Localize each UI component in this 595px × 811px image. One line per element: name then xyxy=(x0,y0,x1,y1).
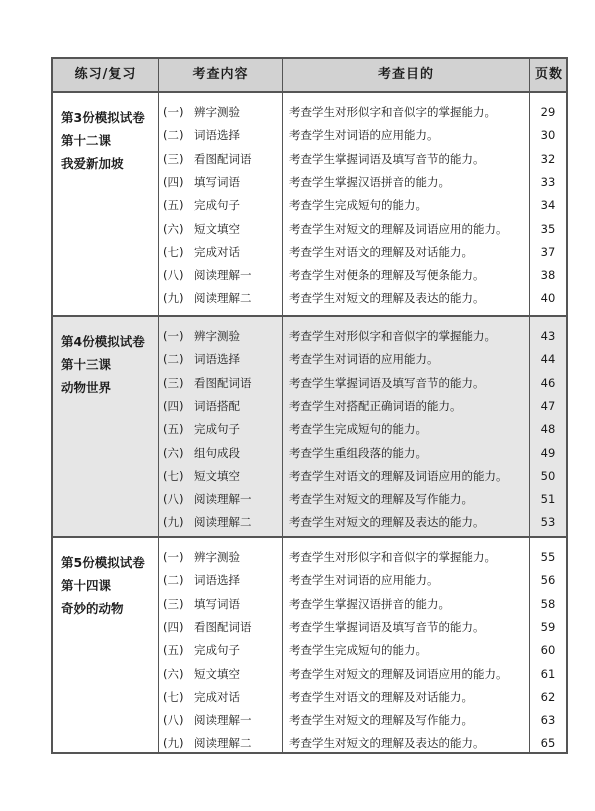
item-name: 阅读理解一 xyxy=(194,268,252,283)
item-page: 46 xyxy=(540,375,556,390)
item-name: 阅读理解二 xyxy=(194,515,252,530)
item-goal: 考查学生对短文的理解及词语应用的能力。 xyxy=(289,221,508,236)
item-goal: 考查学生掌握词语及填写音节的能力。 xyxy=(289,375,485,390)
item-name: 辨字测验 xyxy=(194,550,240,564)
item-name: 完成句子 xyxy=(194,198,240,213)
lesson-title-line: 动物世界 xyxy=(61,380,112,395)
item-name: 词语选择 xyxy=(194,352,240,367)
item-goal: 考查学生对短文的理解及表达的能力。 xyxy=(289,736,485,751)
item-name: 看图配词语 xyxy=(194,151,252,166)
item-goal: 考查学生对短文的理解及表达的能力。 xyxy=(289,515,485,530)
item-number: (六) xyxy=(163,666,184,681)
item-goal: 考查学生对词语的应用能力。 xyxy=(289,128,439,143)
item-goal: 考查学生完成短句的能力。 xyxy=(289,198,427,213)
lesson-title-line: 第5份模拟试卷 xyxy=(61,555,145,570)
item-name: 词语选择 xyxy=(194,573,240,588)
lesson-title-line: 第4份模拟试卷 xyxy=(61,334,145,349)
item-number: (一) xyxy=(163,550,184,564)
contents-table xyxy=(51,57,568,754)
item-goal: 考查学生掌握词语及填写音节的能力。 xyxy=(289,151,485,166)
item-goal: 考查学生对形似字和音似字的掌握能力。 xyxy=(289,105,496,119)
item-number: (六) xyxy=(163,221,184,236)
item-name: 阅读理解二 xyxy=(194,291,252,306)
item-goal: 考查学生对短文的理解及表达的能力。 xyxy=(289,291,485,306)
table-row xyxy=(53,372,566,395)
item-name: 阅读理解一 xyxy=(194,492,252,507)
table-row xyxy=(53,101,566,124)
item-name: 短文填空 xyxy=(194,468,240,483)
item-goal: 考查学生掌握汉语拼音的能力。 xyxy=(289,174,450,189)
item-goal: 考查学生对语文的理解及对话能力。 xyxy=(289,689,473,704)
column-divider xyxy=(158,59,159,752)
lesson-section xyxy=(53,93,566,315)
item-goal: 考查学生对短文的理解及写作能力。 xyxy=(289,492,473,507)
item-name: 组句成段 xyxy=(194,445,240,460)
item-number: (二) xyxy=(163,128,184,143)
table-row xyxy=(53,511,566,534)
item-number: (一) xyxy=(163,329,184,343)
item-page: 49 xyxy=(540,445,556,460)
item-page: 56 xyxy=(540,573,556,588)
item-goal: 考查学生重组段落的能力。 xyxy=(289,445,427,460)
item-page: 33 xyxy=(540,174,556,189)
item-page: 65 xyxy=(540,736,556,751)
item-name: 完成句子 xyxy=(194,422,240,437)
item-number: (四) xyxy=(163,174,184,189)
lesson-title-line: 我爱新加坡 xyxy=(61,156,124,171)
lesson-title-line: 第十二课 xyxy=(61,133,112,148)
item-page: 63 xyxy=(540,713,556,728)
item-page: 43 xyxy=(540,329,556,343)
item-name: 词语搭配 xyxy=(194,398,240,413)
item-goal: 考查学生对词语的应用能力。 xyxy=(289,573,439,588)
item-goal: 考查学生对语文的理解及对话能力。 xyxy=(289,244,473,259)
header-page: 页数 xyxy=(534,67,563,82)
item-number: (九) xyxy=(163,736,184,751)
item-goal: 考查学生对短文的理解及词语应用的能力。 xyxy=(289,666,508,681)
table-row xyxy=(53,148,566,171)
item-page: 53 xyxy=(540,515,556,530)
item-page: 47 xyxy=(540,398,556,413)
item-name: 填写词语 xyxy=(194,596,240,611)
item-number: (二) xyxy=(163,352,184,367)
table-row xyxy=(53,218,566,241)
header-practice: 练习/复习 xyxy=(74,67,137,82)
item-number: (二) xyxy=(163,573,184,588)
item-name: 阅读理解一 xyxy=(194,713,252,728)
item-page: 30 xyxy=(540,128,556,143)
item-name: 完成对话 xyxy=(194,244,240,259)
item-number: (九) xyxy=(163,515,184,530)
item-goal: 考查学生对形似字和音似字的掌握能力。 xyxy=(289,329,496,343)
table-row xyxy=(53,569,566,592)
item-page: 48 xyxy=(540,422,556,437)
item-goal: 考查学生对搭配正确词语的能力。 xyxy=(289,398,462,413)
lesson-section xyxy=(53,536,566,752)
lesson-title-line: 第十四课 xyxy=(61,578,112,593)
column-divider xyxy=(529,59,530,752)
item-goal: 考查学生完成短句的能力。 xyxy=(289,422,427,437)
item-page: 62 xyxy=(540,689,556,704)
item-name: 短文填空 xyxy=(194,221,240,236)
item-page: 55 xyxy=(540,550,556,564)
item-name: 辨字测验 xyxy=(194,329,240,343)
item-number: (五) xyxy=(163,198,184,213)
item-goal: 考查学生对短文的理解及写作能力。 xyxy=(289,713,473,728)
item-number: (五) xyxy=(163,643,184,658)
table-row xyxy=(53,325,566,348)
lesson-title-line: 第3份模拟试卷 xyxy=(61,110,145,125)
item-number: (一) xyxy=(163,105,184,119)
table-row xyxy=(53,686,566,709)
item-number: (八) xyxy=(163,492,184,507)
item-name: 看图配词语 xyxy=(194,375,252,390)
item-page: 60 xyxy=(540,643,556,658)
item-page: 37 xyxy=(540,244,556,259)
item-name: 辨字测验 xyxy=(194,105,240,119)
table-row xyxy=(53,709,566,732)
item-goal: 考查学生对词语的应用能力。 xyxy=(289,352,439,367)
item-number: (三) xyxy=(163,596,184,611)
item-number: (九) xyxy=(163,291,184,306)
item-name: 填写词语 xyxy=(194,174,240,189)
item-name: 完成对话 xyxy=(194,689,240,704)
item-number: (七) xyxy=(163,244,184,259)
item-number: (三) xyxy=(163,151,184,166)
item-page: 51 xyxy=(540,492,556,507)
table-row xyxy=(53,418,566,441)
item-goal: 考查学生掌握汉语拼音的能力。 xyxy=(289,596,450,611)
item-page: 58 xyxy=(540,596,556,611)
table-row xyxy=(53,546,566,569)
table-row xyxy=(53,348,566,371)
item-goal: 考查学生对形似字和音似字的掌握能力。 xyxy=(289,550,496,564)
item-name: 完成句子 xyxy=(194,643,240,658)
lesson-section xyxy=(53,315,566,536)
item-goal: 考查学生对便条的理解及写便条能力。 xyxy=(289,268,485,283)
table-row xyxy=(53,732,566,755)
item-goal: 考查学生完成短句的能力。 xyxy=(289,643,427,658)
table-row xyxy=(53,442,566,465)
table-row xyxy=(53,465,566,488)
item-number: (八) xyxy=(163,713,184,728)
item-name: 词语选择 xyxy=(194,128,240,143)
table-header xyxy=(53,59,566,93)
item-number: (七) xyxy=(163,468,184,483)
item-number: (三) xyxy=(163,375,184,390)
item-number: (四) xyxy=(163,619,184,634)
item-name: 看图配词语 xyxy=(194,619,252,634)
column-divider xyxy=(282,59,283,752)
table-row xyxy=(53,124,566,147)
item-goal: 考查学生掌握词语及填写音节的能力。 xyxy=(289,619,485,634)
item-page: 40 xyxy=(540,291,556,306)
item-page: 61 xyxy=(540,666,556,681)
item-name: 阅读理解二 xyxy=(194,736,252,751)
lesson-title-line: 第十三课 xyxy=(61,357,112,372)
table-row xyxy=(53,194,566,217)
item-goal: 考查学生对语文的理解及词语应用的能力。 xyxy=(289,468,508,483)
table-row xyxy=(53,264,566,287)
item-number: (七) xyxy=(163,689,184,704)
item-number: (六) xyxy=(163,445,184,460)
item-page: 59 xyxy=(540,619,556,634)
table-row xyxy=(53,488,566,511)
table-row xyxy=(53,395,566,418)
item-number: (八) xyxy=(163,268,184,283)
table-row xyxy=(53,663,566,686)
table-row xyxy=(53,287,566,310)
lesson-title-line: 奇妙的动物 xyxy=(61,601,124,616)
item-page: 38 xyxy=(540,268,556,283)
item-page: 44 xyxy=(540,352,556,367)
item-page: 34 xyxy=(540,198,556,213)
item-page: 32 xyxy=(540,151,556,166)
table-row xyxy=(53,241,566,264)
table-row xyxy=(53,171,566,194)
item-number: (五) xyxy=(163,422,184,437)
item-page: 29 xyxy=(540,105,556,119)
item-page: 35 xyxy=(540,221,556,236)
item-name: 短文填空 xyxy=(194,666,240,681)
header-content: 考查内容 xyxy=(192,67,249,82)
table-row xyxy=(53,616,566,639)
item-page: 50 xyxy=(540,468,556,483)
table-row xyxy=(53,639,566,662)
header-goal: 考查目的 xyxy=(377,67,434,82)
item-number: (四) xyxy=(163,398,184,413)
table-row xyxy=(53,593,566,616)
